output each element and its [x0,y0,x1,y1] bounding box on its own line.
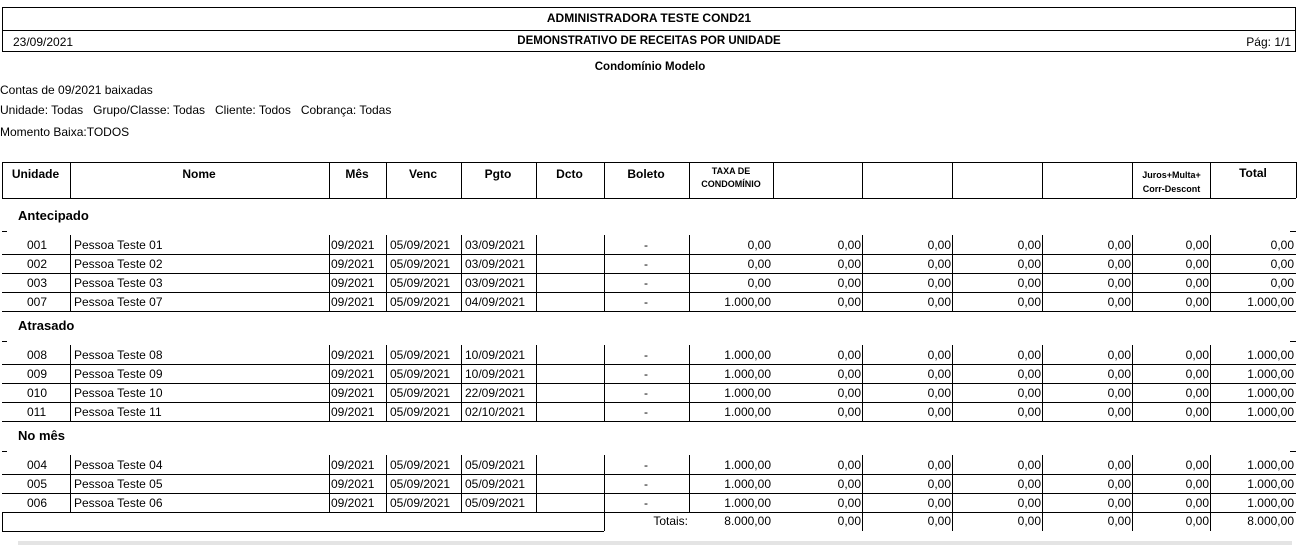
row-col-divider [386,292,387,311]
row-bottom-rule [2,254,1296,255]
cell-taxa: 1.000,00 [724,386,771,400]
row-col-divider [329,493,330,512]
row-col-divider [461,364,462,383]
total-juros: 0,00 [1185,514,1209,528]
row-col-divider [70,493,71,512]
cell-taxa: 0,00 [747,257,771,271]
cell-mes: 09/2021 [331,238,375,252]
cell-c2: 0,00 [927,496,951,510]
cell-mes: 09/2021 [331,458,375,472]
cell-mes: 09/2021 [331,348,375,362]
row-col-divider [461,455,462,474]
cell-pgto: 10/09/2021 [465,348,526,362]
condominium-name: Condomínio Modelo [594,61,706,73]
row-col-divider [70,455,71,474]
header-divider [3,30,1295,31]
cell-total: 1.000,00 [1247,348,1294,362]
row-col-divider [70,345,71,364]
cell-nome: Pessoa Teste 05 [74,477,163,491]
row-col-divider [386,235,387,254]
cell-boleto: - [644,386,648,400]
cell-c1: 0,00 [837,386,861,400]
row-col-divider [386,402,387,421]
cell-pgto: 10/09/2021 [465,367,526,381]
row-col-divider [536,254,537,273]
cell-c1: 0,00 [837,276,861,290]
cell-juros: 0,00 [1185,386,1209,400]
row-col-divider [536,474,537,493]
cell-c4: 0,00 [1107,477,1131,491]
row-col-divider [536,364,537,383]
cell-mes: 09/2021 [331,257,375,271]
group-title: No mês [18,428,65,443]
row-col-divider [70,292,71,311]
page-bottom-edge [18,541,1292,545]
cell-taxa: 1.000,00 [724,405,771,419]
cell-pgto: 03/09/2021 [465,257,526,271]
row-bottom-rule [2,383,1296,384]
row-col-divider [329,455,330,474]
cell-pgto: 22/09/2021 [465,386,526,400]
cell-boleto: - [644,348,648,362]
cell-juros: 0,00 [1185,458,1209,472]
header-left-border [2,162,3,198]
col-juros [1133,168,1210,196]
col-mes: Mês [345,167,369,181]
cell-c2: 0,00 [927,386,951,400]
filter-criteria: Unidade: Todas Grupo/Classe: Todas Cliente: Todos Cobrança: Todas [0,103,392,117]
group-tick-left [2,341,7,342]
cell-unidade: 005 [27,477,48,491]
cell-c3: 0,00 [1017,348,1041,362]
group-tick-left [2,231,7,232]
col-unidade: Unidade [11,167,60,181]
cell-c4: 0,00 [1107,458,1131,472]
cell-nome: Pessoa Teste 03 [74,276,163,290]
header-col-divider [862,162,863,198]
cell-total: 0,00 [1270,276,1294,290]
cell-c3: 0,00 [1017,458,1041,472]
header-col-divider [952,162,953,198]
row-bottom-rule [2,493,1296,494]
cell-c1: 0,00 [837,348,861,362]
cell-nome: Pessoa Teste 01 [74,238,163,252]
header-bottom-rule [2,198,1296,199]
cell-juros: 0,00 [1185,276,1209,290]
row-col-divider [461,402,462,421]
header-top-rule [2,162,1296,163]
row-bottom-rule [2,292,1296,293]
col-taxa-condominio [689,165,773,191]
cell-nome: Pessoa Teste 07 [74,295,163,309]
row-col-divider [536,292,537,311]
col-juros-line2: Corr-Descont [1142,184,1201,194]
total-c4: 0,00 [1107,514,1131,528]
cell-c4: 0,00 [1107,367,1131,381]
row-col-divider [461,235,462,254]
cell-juros: 0,00 [1185,477,1209,491]
cell-boleto: - [644,458,648,472]
row-col-divider [461,254,462,273]
cell-c2: 0,00 [927,477,951,491]
cell-venc: 05/09/2021 [390,257,451,271]
cell-c3: 0,00 [1017,295,1041,309]
row-col-divider [70,273,71,292]
cell-c1: 0,00 [837,405,861,419]
cell-juros: 0,00 [1185,295,1209,309]
cell-unidade: 010 [27,386,48,400]
cell-boleto: - [644,276,648,290]
cell-c2: 0,00 [927,405,951,419]
row-col-divider [536,273,537,292]
cell-juros: 0,00 [1185,405,1209,419]
row-bottom-rule [2,273,1296,274]
cell-unidade: 008 [27,348,48,362]
row-bottom-rule [2,311,1296,312]
row-col-divider [386,273,387,292]
row-col-divider [461,273,462,292]
cell-nome: Pessoa Teste 02 [74,257,163,271]
cell-nome: Pessoa Teste 09 [74,367,163,381]
row-col-divider [386,345,387,364]
cell-c4: 0,00 [1107,257,1131,271]
row-col-divider [461,345,462,364]
row-col-divider [329,383,330,402]
cell-unidade: 009 [27,367,48,381]
total-c3: 0,00 [1017,514,1041,528]
cell-total: 1.000,00 [1247,405,1294,419]
cell-c4: 0,00 [1107,295,1131,309]
cell-pgto: 03/09/2021 [465,238,526,252]
cell-mes: 09/2021 [331,367,375,381]
col-taxa-line1: TAXA DE [711,166,751,176]
row-bottom-rule [2,512,1296,513]
cell-total: 1.000,00 [1247,458,1294,472]
row-col-divider [386,455,387,474]
row-col-divider [386,364,387,383]
cell-taxa: 1.000,00 [724,458,771,472]
cell-c3: 0,00 [1017,367,1041,381]
total-label: Totais: [653,514,688,528]
cell-juros: 0,00 [1185,257,1209,271]
row-col-divider [536,383,537,402]
cell-unidade: 003 [27,276,48,290]
cell-taxa: 0,00 [747,238,771,252]
row-col-divider [329,364,330,383]
cell-taxa: 0,00 [747,276,771,290]
row-col-divider [536,455,537,474]
header-right-border [1296,162,1297,198]
cell-nome: Pessoa Teste 04 [74,458,163,472]
cell-venc: 05/09/2021 [390,477,451,491]
col-dcto: Dcto [556,167,583,181]
cell-total: 0,00 [1270,257,1294,271]
header-col-divider [604,162,605,198]
row-bottom-rule [2,402,1296,403]
col-venc: Venc [408,167,438,181]
row-bottom-rule [2,421,1296,422]
cell-boleto: - [644,405,648,419]
cell-unidade: 004 [27,458,48,472]
row-col-divider [70,254,71,273]
cell-taxa: 1.000,00 [724,496,771,510]
cell-c3: 0,00 [1017,257,1041,271]
header-col-divider [689,162,690,198]
group-tick-right [1290,231,1296,232]
cell-venc: 05/09/2021 [390,405,451,419]
cell-c4: 0,00 [1107,238,1131,252]
row-col-divider [386,493,387,512]
cell-nome: Pessoa Teste 08 [74,348,163,362]
group-title: Antecipado [18,208,89,223]
cell-c3: 0,00 [1017,386,1041,400]
group-title: Atrasado [18,318,75,333]
cell-c1: 0,00 [837,257,861,271]
cell-c2: 0,00 [927,257,951,271]
cell-c4: 0,00 [1107,348,1131,362]
cell-c2: 0,00 [927,348,951,362]
cell-nome: Pessoa Teste 06 [74,496,163,510]
cell-c4: 0,00 [1107,496,1131,510]
col-juros-line1: Juros+Multa+ [1142,170,1201,180]
group-tick-right [1290,451,1296,452]
cell-unidade: 002 [27,257,48,271]
header-col-divider [461,162,462,198]
cell-c1: 0,00 [837,458,861,472]
cell-c2: 0,00 [927,238,951,252]
total-c2: 0,00 [927,514,951,528]
row-col-divider [329,254,330,273]
cell-boleto: - [644,477,648,491]
col-total: Total [1239,166,1267,180]
row-col-divider [329,235,330,254]
company-name: ADMINISTRADORA TESTE COND21 [546,11,752,25]
cell-mes: 09/2021 [331,295,375,309]
row-col-divider [386,254,387,273]
header-col-divider [773,162,774,198]
row-col-divider [329,345,330,364]
row-col-divider [461,493,462,512]
cell-venc: 05/09/2021 [390,276,451,290]
filter-moment: Momento Baixa:TODOS [0,125,130,139]
header-col-divider [1042,162,1043,198]
cell-venc: 05/09/2021 [390,458,451,472]
cell-taxa: 1.000,00 [724,295,771,309]
cell-boleto: - [644,367,648,381]
group-tick-right [1290,341,1296,342]
cell-juros: 0,00 [1185,496,1209,510]
cell-nome: Pessoa Teste 11 [74,405,162,419]
cell-c3: 0,00 [1017,477,1041,491]
cell-taxa: 1.000,00 [724,367,771,381]
col-pgto: Pgto [484,167,512,181]
cell-venc: 05/09/2021 [390,295,451,309]
cell-unidade: 006 [27,496,48,510]
page-number: Pág: 1/1 [1246,35,1291,49]
row-col-divider [70,402,71,421]
header-col-divider [536,162,537,198]
row-bottom-rule [2,364,1296,365]
cell-c3: 0,00 [1017,238,1041,252]
cell-mes: 09/2021 [331,386,375,400]
cell-venc: 05/09/2021 [390,367,451,381]
report-title: DEMONSTRATIVO DE RECEITAS POR UNIDADE [517,35,781,47]
cell-juros: 0,00 [1185,348,1209,362]
row-bottom-rule [2,474,1296,475]
row-col-divider [461,383,462,402]
cell-c4: 0,00 [1107,405,1131,419]
cell-total: 1.000,00 [1247,496,1294,510]
cell-total: 1.000,00 [1247,367,1294,381]
cell-juros: 0,00 [1185,367,1209,381]
cell-pgto: 05/09/2021 [465,496,526,510]
total-c1: 0,00 [837,514,861,528]
cell-boleto: - [644,496,648,510]
row-col-divider [536,235,537,254]
cell-c3: 0,00 [1017,405,1041,419]
cell-c4: 0,00 [1107,386,1131,400]
row-col-divider [329,474,330,493]
cell-venc: 05/09/2021 [390,238,451,252]
cell-pgto: 04/09/2021 [465,295,526,309]
cell-pgto: 03/09/2021 [465,276,526,290]
cell-c1: 0,00 [837,295,861,309]
cell-unidade: 001 [27,238,48,252]
row-col-divider [386,383,387,402]
report-date: 23/09/2021 [13,35,74,49]
cell-mes: 09/2021 [331,496,375,510]
cell-c2: 0,00 [927,276,951,290]
cell-taxa: 1.000,00 [724,477,771,491]
header-col-divider [329,162,330,198]
cell-c1: 0,00 [837,238,861,252]
header-col-divider [70,162,71,198]
cell-pgto: 05/09/2021 [465,458,526,472]
cell-boleto: - [644,238,648,252]
cell-c1: 0,00 [837,477,861,491]
col-boleto: Boleto [627,167,665,181]
cell-total: 1.000,00 [1247,295,1294,309]
header-col-divider [386,162,387,198]
cell-c2: 0,00 [927,367,951,381]
group-tick-left [2,451,7,452]
row-col-divider [70,364,71,383]
cell-c1: 0,00 [837,496,861,510]
cell-venc: 05/09/2021 [390,386,451,400]
cell-nome: Pessoa Teste 10 [74,386,163,400]
totals-left-border [2,512,3,532]
cell-mes: 09/2021 [331,405,375,419]
cell-c3: 0,00 [1017,276,1041,290]
report-header [2,7,1296,52]
cell-pgto: 05/09/2021 [465,477,526,491]
cell-juros: 0,00 [1185,238,1209,252]
cell-mes: 09/2021 [331,477,375,491]
row-col-divider [461,292,462,311]
cell-boleto: - [644,257,648,271]
row-col-divider [70,474,71,493]
cell-venc: 05/09/2021 [390,348,451,362]
cell-c4: 0,00 [1107,276,1131,290]
row-col-divider [329,273,330,292]
row-col-divider [461,474,462,493]
header-col-divider [1132,162,1133,198]
cell-c3: 0,00 [1017,496,1041,510]
cell-pgto: 02/10/2021 [465,405,526,419]
col-taxa-line2: CONDOMÍNIO [701,179,761,189]
cell-unidade: 007 [27,295,48,309]
cell-boleto: - [644,295,648,309]
cell-venc: 05/09/2021 [390,496,451,510]
cell-c2: 0,00 [927,295,951,309]
cell-total: 1.000,00 [1247,386,1294,400]
total-total: 8.000,00 [1247,514,1294,528]
row-col-divider [329,402,330,421]
total-taxa: 8.000,00 [724,514,771,528]
row-col-divider [329,292,330,311]
cell-c1: 0,00 [837,367,861,381]
row-col-divider [386,474,387,493]
header-col-divider [1210,162,1211,198]
row-col-divider [536,402,537,421]
row-col-divider [70,235,71,254]
filter-accounts: Contas de 09/2021 baixadas [0,83,153,97]
cell-mes: 09/2021 [331,276,375,290]
cell-total: 1.000,00 [1247,477,1294,491]
totals-bottom-rule [2,531,604,532]
row-col-divider [536,345,537,364]
col-nome: Nome [182,167,216,181]
row-col-divider [536,493,537,512]
cell-taxa: 1.000,00 [724,348,771,362]
cell-c2: 0,00 [927,458,951,472]
cell-total: 0,00 [1270,238,1294,252]
row-col-divider [70,383,71,402]
cell-unidade: 011 [27,405,47,419]
